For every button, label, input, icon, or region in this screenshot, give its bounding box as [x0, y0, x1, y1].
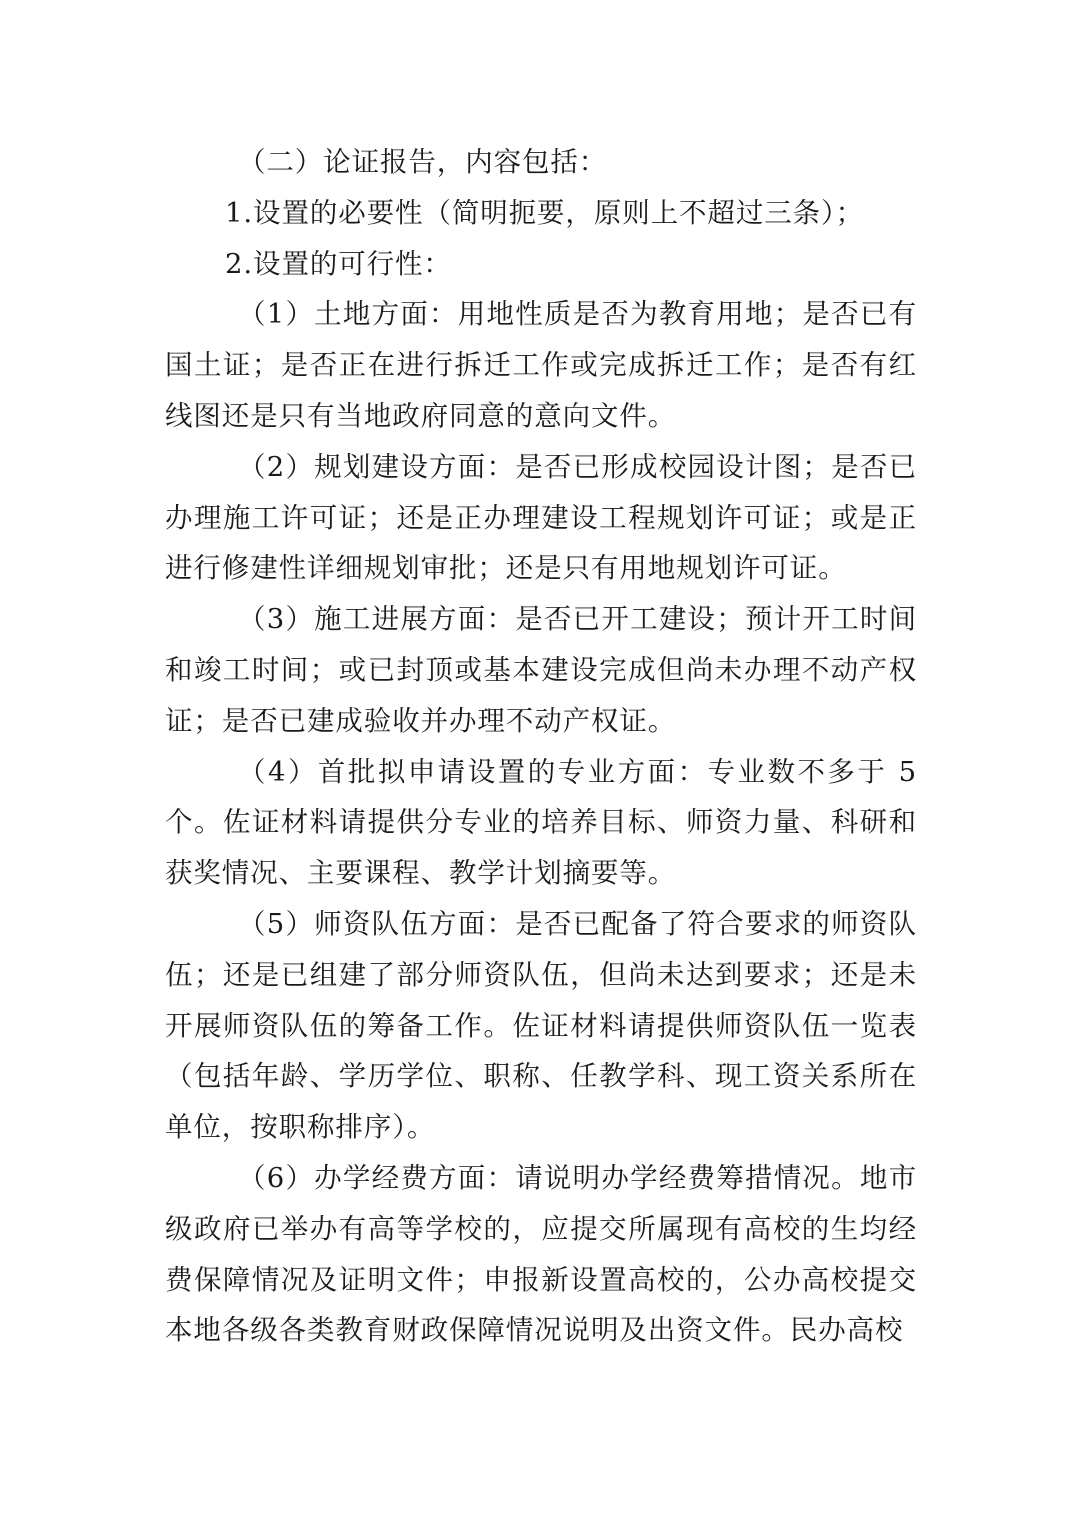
paragraph-funding: （6）办学经费方面：请说明办学经费筹措情况。地市级政府已举办有高等学校的，应提交所属现有高校的生均经费保障情况及证明文件；申报新设置高校的，公办高校提交本地各级各类教育财政保障情况说明及出资文件。民办高校	[165, 1161, 917, 1347]
paragraph-majors: （4）首批拟申请设置的专业方面：专业数不多于 5 个。佐证材料请提供分专业的培养目标、师资力量、科研和获奖情况、主要课程、教学计划摘要等。	[165, 755, 917, 890]
paragraph-planning-construction: （2）规划建设方面：是否已形成校园设计图；是否已办理施工许可证；还是正办理建设工程规划许可证；或是正进行修建性详细规划审批；还是只有用地规划许可证。	[165, 450, 917, 585]
document-page	[165, 137, 917, 1356]
item-feasibility: 2.设置的可行性：	[225, 247, 452, 280]
paragraph-construction-progress: （3）施工进展方面：是否已开工建设；预计开工时间和竣工时间；或已封顶或基本建设完成但尚未办理不动产权证；是否已建成验收并办理不动产权证。	[165, 603, 917, 737]
section-heading: （二）论证报告，内容包括：	[238, 146, 608, 178]
paragraph-faculty: （5）师资队伍方面：是否已配备了符合要求的师资队伍；还是已组建了部分师资队伍，但尚未达到要求；还是未开展师资队伍的筹备工作。佐证材料请提供师资队伍一览表（包括年龄、学历学位、职称、任教学科、现工资关系所在单位，按职称排序）。	[165, 907, 917, 1144]
item-necessity: 1.设置的必要性（简明扼要，原则上不超过三条）；	[225, 196, 865, 229]
paragraph-land: （1）土地方面：用地性质是否为教育用地；是否已有国土证；是否正在进行拆迁工作或完成拆迁工作；是否有红线图还是只有当地政府同意的意向文件。	[165, 298, 917, 432]
